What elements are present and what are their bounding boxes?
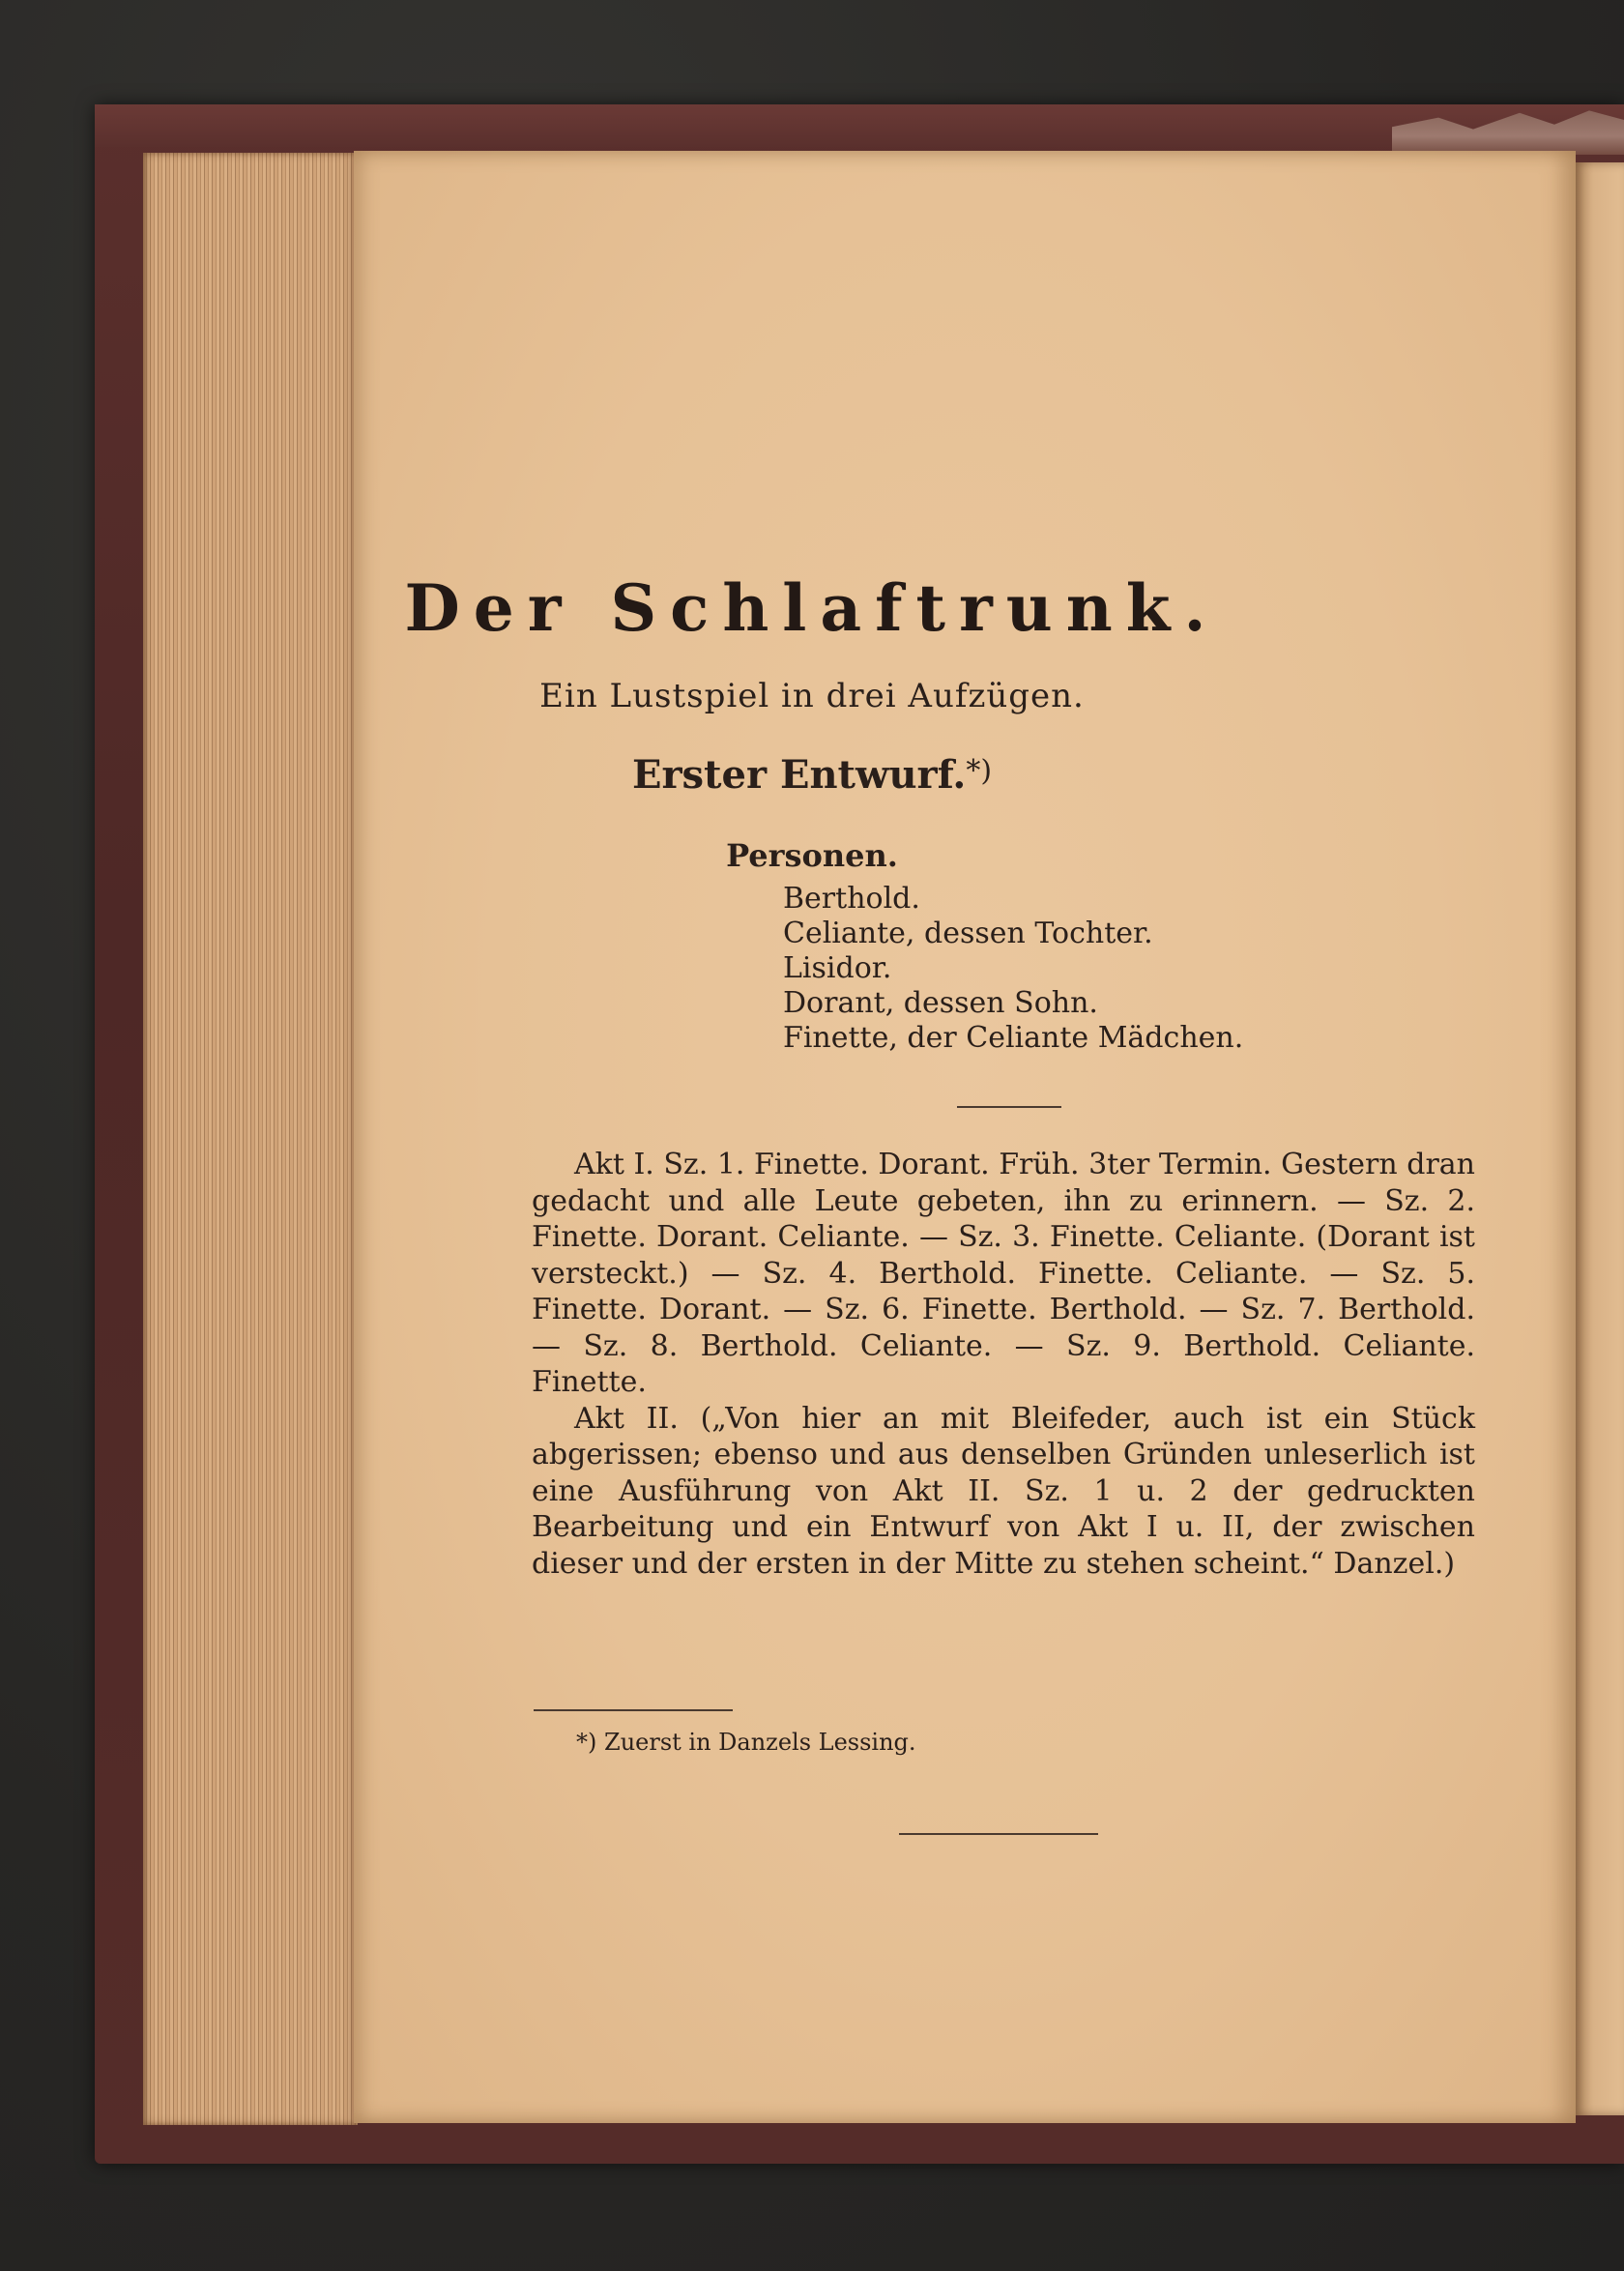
page-title: Der Schlaftrunk.: [404, 570, 1220, 646]
cast-item: Finette, der Celiante Mädchen.: [783, 1021, 1244, 1055]
draft-heading-text: Erster Entwurf.: [631, 752, 967, 798]
footnote-rule: [534, 1709, 733, 1711]
cast-item: Dorant, dessen Sohn.: [783, 986, 1098, 1020]
footnote-text: Zuerst in Danzels Lessing.: [604, 1729, 916, 1756]
cast-item: Berthold.: [783, 882, 920, 916]
paragraph-act-1: Akt I. Sz. 1. Finette. Dorant. Früh. 3ter Termin. Gestern dran gedacht und alle Leute gebeten, ihn zu erinnern. — Sz. 2. Finette. Dorant. Celiante. — Sz. 3. Finette. Celiante. (Dorant ist versteckt.) — Sz. 4. Berthold. Finette. Celiante. — Sz. 5. Finette. Dorant. — Sz. 6. Finette. Berthold. — Sz. 7. Berthold. — Sz. 8. Berthold. Celiante. — Sz. 9. Berthold. Celiante. Finette.: [532, 1148, 1475, 1399]
section-divider: [957, 1106, 1061, 1108]
cast-item: Celiante, dessen Tochter.: [783, 917, 1153, 950]
paragraph-act-2: Akt II. („Von hier an mit Bleifeder, auch ist ein Stück abgerissen; ebenso und aus denselben Gründen unleserlich ist eine Ausführung von Akt II. Sz. 1 u. 2 der gedruckten Bearbeitung und ein Entwurf von Akt I u. II, der zwischen dieser und der ersten in der Mitte zu stehen scheint.“ Danzel.): [532, 1401, 1475, 1581]
facing-page-edge: [1574, 162, 1624, 2115]
cast-item: Lisidor.: [783, 951, 892, 985]
cast-list: [783, 882, 1243, 1056]
end-divider: [899, 1833, 1098, 1835]
page-edges-stack: [143, 153, 358, 2125]
footnote-reference: *): [966, 754, 993, 788]
book-page: [354, 151, 1576, 2123]
page-subtitle: Ein Lustspiel in drei Aufzügen.: [539, 677, 1085, 715]
persons-label: Personen.: [726, 837, 898, 874]
draft-heading: [0, 752, 1624, 798]
body-text: [532, 1147, 1475, 1582]
footnote: [576, 1729, 916, 1756]
footnote-mark: *): [576, 1729, 597, 1756]
